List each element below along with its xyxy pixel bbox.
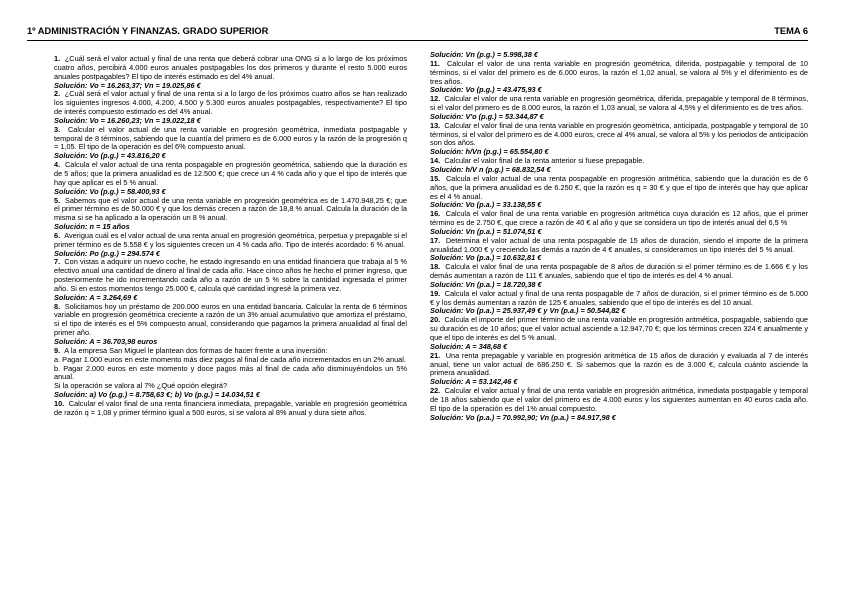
exercise-number: 11. — [430, 58, 440, 68]
exercise-text: ¿Cuál será el valor actual y final de una renta si a lo largo de los próximos cuatro años se han realizado los siguientes ingresos 4.000, 4.200, 4.500 y 5.300 euros anuales postpagables, respectivamente? El tipo de interés compuesto estimado es del 4% anual. — [54, 89, 407, 117]
solution-line: Solución: Vo (p.a.) = 10.632,81 € — [430, 253, 542, 263]
exercise-option: b. Pagar 2.000 euros en este momento y doce pagos más al final de cada año disminuyéndolos un 5% anual. — [54, 363, 407, 382]
exercise-statement — [430, 60, 808, 87]
exercise-text: Con vistas a adquirir un nuevo coche, he estado ingresando en una entidad financiera que trabaja al 5 % efectivo anual una cantidad de dinero al final de cada año. Hace cinco años he hecho el primer ingreso, que posteriormente he ido incrementando cada año a razón de un 5 % sobre la cantidad ingresada el primer año. Si en estos momentos tengo 25.000 €, calcula qué cantidad ingresé la primera vez. — [54, 257, 407, 293]
exercise-text: Calcular el valor de una renta variable en progresión geométrica, diferida, prepagable y temporal de 8 términos, si el valor del primero es de 8.000 euros, la razón el 1,03 anual, se valora al 4,5% y el diferimiento es de tres años. — [430, 94, 808, 113]
exercise-number: 15. — [430, 173, 441, 183]
solution-line: Solución: Vn (p.a.) = 51.074,51 € — [430, 226, 542, 236]
solution-line: Solución: Vo = 16.260,23; Vn = 19.022,18 € — [54, 115, 201, 125]
exercise-option: Si la operación se valora al 7% ¿Qué opción elegirá? — [54, 381, 228, 391]
exercise-number: 10. — [54, 398, 65, 408]
exercise-text: Calcular el valor de una renta variable en progresión geométrica, diferida, postpagable y temporal de 10 términos, si el valor del primero es de 6.000 euros, la razón el 1,02 anual, se valora al 5% y el diferimiento es de tres años. — [430, 58, 808, 86]
solution-line: Solución: Vo (p.a.) = 33.138,55 € — [430, 200, 542, 210]
solution-line: Solución: A = 3.264,69 € — [54, 292, 138, 302]
exercise-number: 1. — [54, 54, 61, 63]
course-title: 1º ADMINISTRACIÓN Y FINANZAS. GRADO SUPERIOR — [27, 26, 269, 36]
exercise-text: Calcula el valor actual de una renta pospagable en progresión aritmética, sabiendo que la duración es de 6 años, que la primera anualidad es de 6.250 €, que la razón es q = 30 € y que el tipo de interés que hay que aplicar es el 4 % anual. — [430, 173, 808, 201]
exercise-number: 5. — [54, 195, 61, 205]
exercise-statement — [54, 258, 407, 293]
solution-line: Solución: V'o (p.g.) = 53.344,87 € — [430, 111, 544, 121]
exercise-statement — [54, 197, 407, 224]
exercise-number: 9. — [54, 345, 61, 355]
exercise-statement — [54, 90, 407, 117]
solution-line: Solución: Vo = 16.263,37; Vn = 19.025,86 € — [54, 80, 201, 90]
exercise-text: Calcula el importe del primer término de una renta variable en progresión aritmética, pospagable, sabiendo que su duración es de 10 años; que el valor actual asciende a 12.947,70 €; que los términos crecen 324 € anualmente y que el tipo de interés es del 5 % anual. — [430, 315, 808, 342]
exercise-text: Averigua cuál es el valor actual de una renta anual en progresión geométrica, perpetua y prepagable si el primer término es de 5.558 € y los siguientes crecen un 4 % cada año. Tipo de interés acordado: 6 % anual. — [54, 230, 408, 249]
exercise-statement — [54, 303, 407, 338]
solution-line: Solución: A = 36.703,98 euros — [54, 337, 158, 346]
solution-line: Solución: A = 348,68 € — [430, 341, 508, 351]
exercise-statement — [430, 263, 808, 281]
exercise-text: Una renta prepagable y variable en progresión aritmética de 15 años de duración y evaluada al 7 de interés anual, tiene un valor actual de 686.250 €. Si sabemos que la razón es de 3.000 €, calcula cuánto asciende la primera anualidad. — [430, 350, 808, 378]
solution-line: Solución: A = 53.142,46 € — [430, 377, 518, 387]
exercise-text: Calcula el valor actual de una renta pospagable en progresión geométrica, sabiendo que la duración es de 5 años; que la primera anualidad es de 12.500 €; que crece un 4 % cada año y que el tipo de interés que hay que aplicar es el 5 % anual. — [54, 160, 407, 187]
exercise-text: Calcular el valor final de la renta anterior si fuese prepagable. — [444, 156, 645, 166]
exercise-number: 14. — [430, 156, 441, 166]
exercise-number: 18. — [430, 262, 441, 272]
exercise-number: 20. — [430, 315, 441, 325]
exercise-number: 21. — [430, 350, 441, 360]
exercise-statement — [430, 210, 808, 228]
exercise-text: A la empresa San Miguel le plantean dos formas de hacer frente a una inversión: — [64, 345, 328, 355]
solution-line: Solución: Vo (p.g.) = 58.400,93 € — [54, 186, 166, 196]
page-header — [27, 25, 808, 41]
exercise-number: 16. — [430, 209, 441, 219]
solution-line: Solución: Vo (p.a.) = 25.937,49 € y Vn (p.a.) = 50.544,82 € — [430, 306, 626, 316]
exercise-statement — [54, 161, 407, 188]
exercise-text: Solicitamos hoy un préstamo de 200.000 euros en una entidad bancaria. Calcular la renta de 6 términos variable en progresión geométrica creciente a razón de un 3% anual acumulativo que amortiza el préstamo, si el tipo de interés es el 5% compuesto anual, considerando que pagamos la primera anualidad al final del primer año. — [54, 301, 407, 338]
left-column — [54, 55, 407, 418]
exercise-statement — [430, 387, 808, 414]
exercise-statement — [54, 126, 407, 153]
exercise-number: 7. — [54, 257, 61, 267]
exercise-text: Calcular el valor final de una renta variable en progresión geométrica, anticipada, postpagable y temporal de 10 términos, si el valor del primero es de 4.000 euros, crece al 4% anual, se valora al 5% y los periodos de anticipación son dos años. — [430, 120, 808, 148]
right-column — [430, 51, 808, 422]
solution-line: Solución: a) Vo (p.g.) = 8.758,63 €; b) Vo (p.g.) = 14.034,51 € — [54, 390, 260, 400]
exercise-text: Sabemos que el valor actual de una renta variable en progresión geométrica es de 1.470.948,25 €; que el primer término es de 50.000 € y que los demás crecen a razón de 18,8 % anual. Calcula la duración de la misma si se ha aplicado a la operación un 8 % anual. — [54, 195, 407, 223]
exercise-number: 6. — [54, 230, 61, 240]
exercise-number: 12. — [430, 94, 441, 104]
exercise-number: 2. — [54, 89, 61, 99]
exercise-option: a. Pagar 1.000 euros en este momento más diez pagos al final de cada año incrementados en un 2% anual. — [54, 354, 406, 364]
exercise-statement — [430, 352, 808, 379]
exercise-statement — [430, 95, 808, 113]
exercise-number: 3. — [54, 124, 61, 134]
exercise-text: Calcular el valor actual de una renta variable en progresión geométrica, inmediata postpagable y temporal de 8 términos, sabiendo que la cuantía del primero es de 6.000 euros y la razón de la progresión q = 1,05. El tipo de la operación es del 6% compuesto anual. — [54, 124, 407, 152]
solution-line: Solución: Vn (p.a.) = 18.720,38 € — [430, 279, 542, 289]
solution-line: Solución: h/Vn (p.g.) = 65.554,80 € — [430, 147, 549, 157]
exercise-number: 19. — [430, 288, 441, 298]
exercise-text: ¿Cuál será el valor actual y final de una renta que deberá cobrar una ONG si a lo largo de los próximos cuatro años, percibirá 4.000 euros anuales postpagables los dos primeros y durante el resto 5.000 euros anuales postpagables? El tipo de interés estimado es del 4% anual. — [54, 54, 407, 81]
exercise-statement — [54, 232, 407, 250]
exercise-text: Calcula el valor final de una renta variable en progresión aritmética cuya duración es 12 años, que el primer término es de 2.750 €, que crece a razón de 40 € al año y que se considera un tipo de interés anual del 6,5 % — [430, 209, 808, 228]
exercise-number: 22. — [430, 386, 441, 396]
solution-line: Solución: h/V n (p.g.) = 68.832,54 € — [430, 164, 551, 174]
exercise-text: Calcular el valor final de una renta financiera inmediata, prepagable, variable en progresión geométrica de razón q = 1,08 y primer término igual a 500 euros, si se valora al 8% anual y dura siete años. — [54, 398, 407, 417]
exercise-statement — [430, 122, 808, 149]
solution-line: Solución: Vo (p.a.) = 70.992,90; Vn (p.a.) = 84.917,98 € — [430, 412, 616, 422]
exercise-number: 13. — [430, 120, 441, 130]
exercise-statement — [430, 237, 808, 255]
exercise-statement — [54, 55, 407, 82]
solution-line: Solución: Vn (p.g.) = 5.998,38 € — [430, 50, 538, 59]
solution-line: Solución: Vo (p.g.) = 43.816,20 € — [54, 151, 166, 161]
solution-line: Solución: Vo (p.g.) = 43.475,93 € — [430, 85, 542, 95]
exercise-text: Calcula el valor actual y final de una renta pospagable de 7 años de duración, si el primer término es de 5.000 € y los demás aumentan a razón de 125 € anuales, sabiendo que el tipo de interés es del 10 anual. — [430, 288, 808, 307]
exercise-statement — [54, 400, 407, 418]
exercise-text: Determina el valor actual de una renta pospagable de 15 años de duración, siendo el importe de la primera anualidad 1.000 € y creciendo las demás a razón de 4 € anuales, si consideramos un tipo interés del 5 % anual. — [430, 235, 808, 254]
solution-line: Solución: Po (p.g.) = 294.574 € — [54, 248, 160, 258]
exercise-statement — [430, 290, 808, 308]
topic-label: TEMA 6 — [774, 26, 808, 36]
exercise-text: Calcular el valor actual y final de una renta variable en progresión aritmética, inmediata postpagable y temporal de 18 años sabiendo que el valor del primero es de 4.000 euros y los siguientes aumentan en 40 euros cada año. El tipo de la operación es del 1% anual compuesto. — [430, 386, 808, 413]
exercise-number: 8. — [54, 301, 61, 311]
exercise-text: Calcula el valor final de una renta pospagable de 8 años de duración si el primer término es de 1.666 € y los demás aumentan a razón de 111 € anuales, sabiendo que el tipo de interés es del 4 % anual. — [430, 262, 808, 281]
exercise-statement — [430, 175, 808, 202]
exercise-statement — [430, 316, 808, 343]
exercise-number: 17. — [430, 235, 441, 245]
solution-line: Solución: n = 15 años — [54, 222, 130, 232]
exercise-number: 4. — [54, 160, 61, 170]
